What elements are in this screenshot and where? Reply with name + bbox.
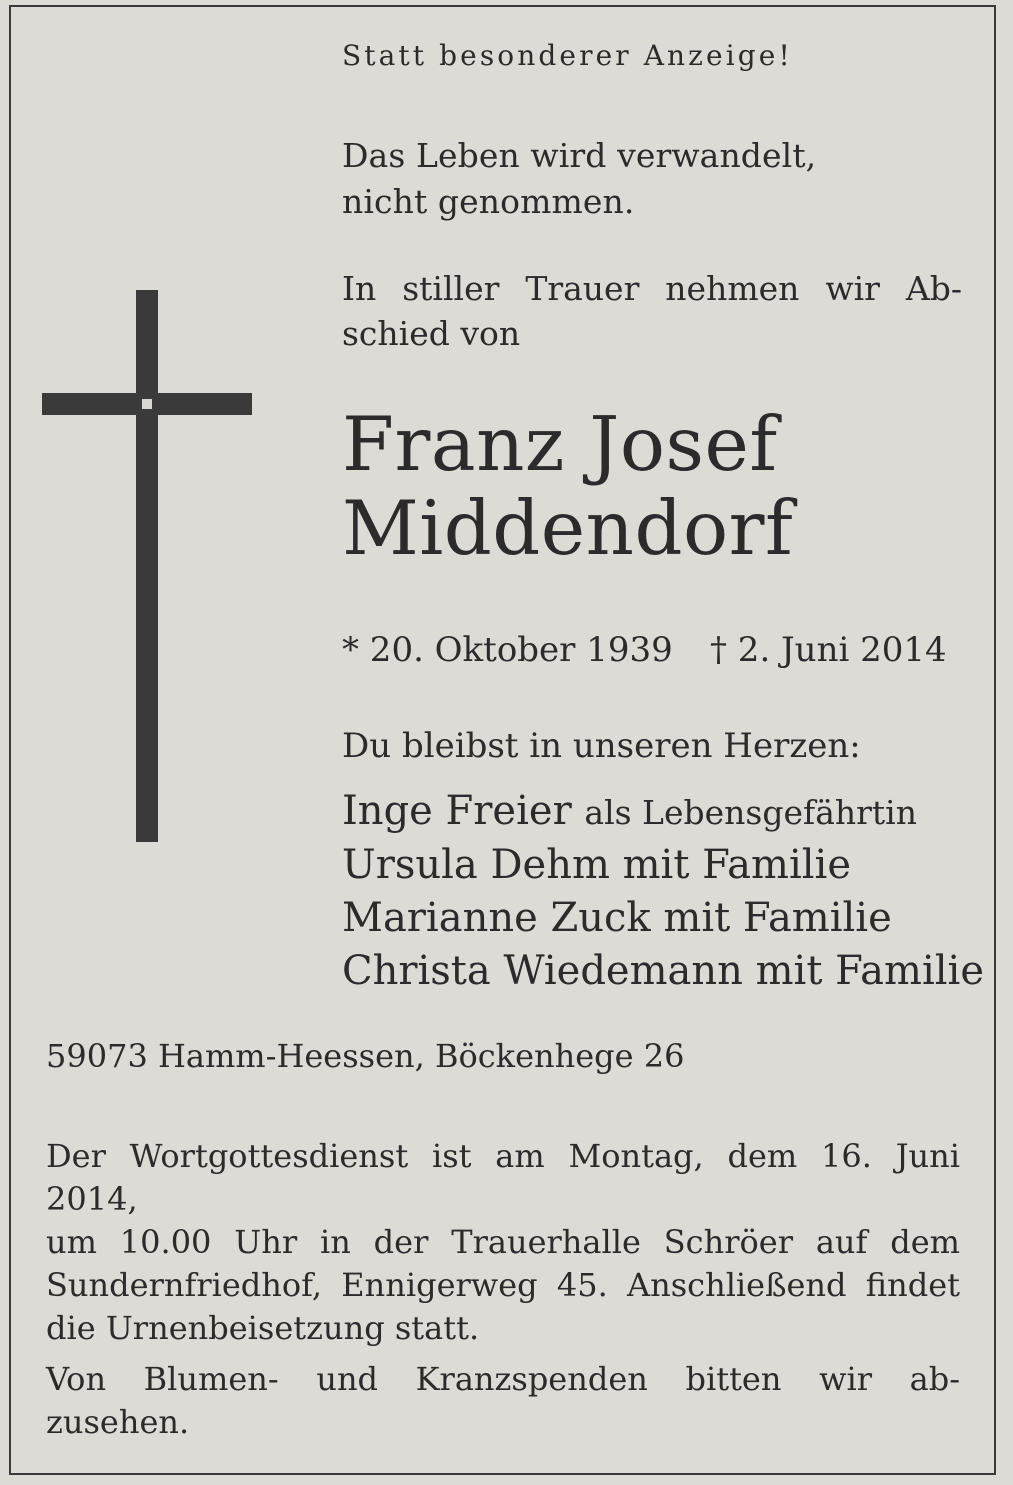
service-paragraph bbox=[46, 1135, 960, 1350]
service-line-2: um 10.00 Uhr in der Trauerhalle Schröer auf dem bbox=[46, 1223, 960, 1261]
flowers-line-1: Von Blumen- und Kranzspenden bitten wir ab- bbox=[46, 1360, 960, 1398]
cross-icon bbox=[42, 290, 252, 842]
service-line-4: die Urnenbeisetzung statt. bbox=[46, 1309, 480, 1347]
deceased-first-name: Franz Josef bbox=[342, 400, 778, 488]
service-line-3: Sundernfriedhof, Ennigerweg 45. Anschließend findet bbox=[46, 1266, 960, 1304]
intro-line-1: In stiller Trauer nehmen wir Ab- bbox=[342, 269, 962, 308]
mourners-list bbox=[342, 785, 984, 998]
life-dates bbox=[342, 630, 947, 670]
remembrance-line: Du bleibst in unseren Herzen: bbox=[342, 726, 861, 766]
mourner-relation: als Lebensgefährtin bbox=[584, 793, 917, 832]
intro-line-2: schied von bbox=[342, 314, 521, 353]
address: 59073 Hamm-Heessen, Böckenhege 26 bbox=[46, 1037, 685, 1075]
service-line-1: Der Wortgottesdienst ist am Montag, dem 16. Juni 2014, bbox=[46, 1137, 960, 1218]
mourner-item: Ursula Dehm mit Familie bbox=[342, 842, 852, 888]
birth-date: * 20. Oktober 1939 bbox=[342, 630, 673, 670]
mourner-item: Marianne Zuck mit Familie bbox=[342, 895, 892, 941]
notice-heading: Statt besonderer Anzeige! bbox=[342, 39, 793, 72]
motto-line-1: Das Leben wird verwandelt, bbox=[342, 136, 817, 175]
motto-line-2: nicht genommen. bbox=[342, 182, 635, 221]
flowers-line-2: zusehen. bbox=[46, 1403, 190, 1441]
flowers-paragraph bbox=[46, 1358, 960, 1444]
mourner-name: Inge Freier bbox=[342, 788, 572, 834]
mourner-item: Christa Wiedemann mit Familie bbox=[342, 948, 984, 994]
intro-text bbox=[342, 266, 962, 356]
death-date: † 2. Juni 2014 bbox=[710, 630, 947, 670]
deceased-last-name: Middendorf bbox=[342, 484, 794, 572]
deceased-name bbox=[342, 402, 793, 570]
mourner-item bbox=[342, 785, 984, 839]
motto bbox=[342, 133, 816, 225]
